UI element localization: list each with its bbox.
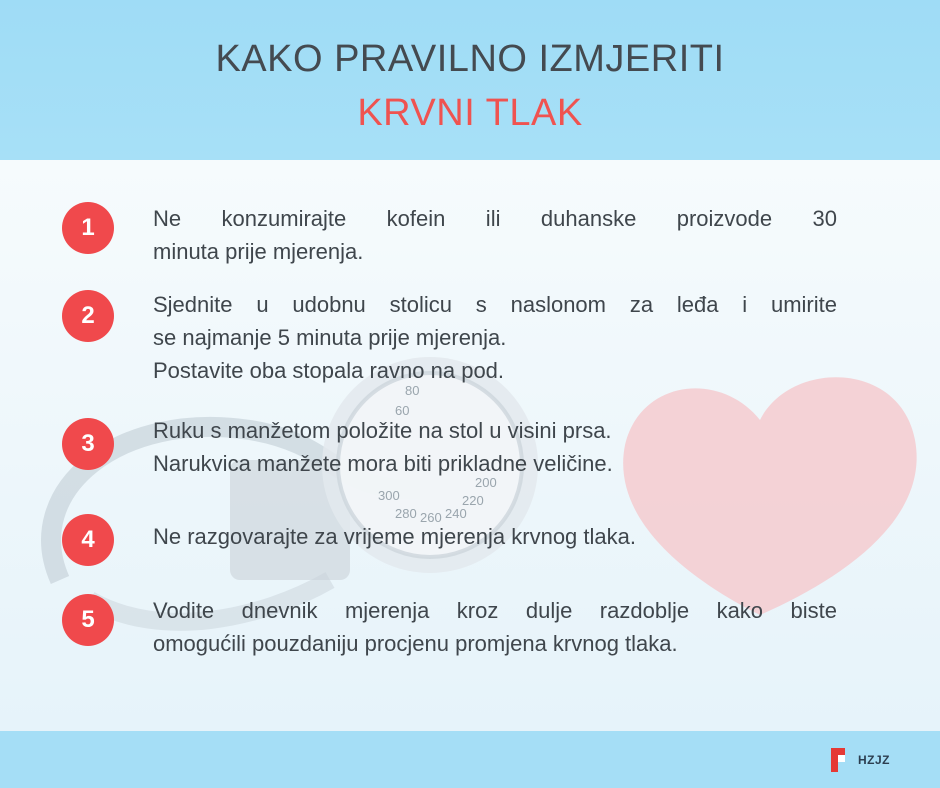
- step-number-badge: 2: [62, 290, 114, 342]
- step-text: [153, 594, 837, 660]
- content-area: [0, 160, 940, 731]
- step-text-line: minuta prije mjerenja.: [153, 239, 364, 264]
- step-text: [153, 202, 837, 268]
- step-text-line: Ne konzumirajte kofein ili duhanske proizvode 30: [153, 206, 837, 231]
- footer-band: [0, 731, 940, 788]
- step-text-line: Sjednite u udobnu stolicu s naslonom za leđa i umirite: [153, 292, 837, 317]
- gauge-label: 220: [462, 493, 484, 508]
- step-number-badge: 4: [62, 514, 114, 566]
- step-text-line: Ne razgovarajte za vrijeme mjerenja krvnog tlaka.: [153, 524, 636, 549]
- step-text-line: Postavite oba stopala ravno na pod.: [153, 358, 505, 383]
- step-text-line: se najmanje 5 minuta prije mjerenja.: [153, 325, 507, 350]
- step-3: [62, 416, 842, 486]
- step-number-badge: 1: [62, 202, 114, 254]
- gauge-label: 300: [378, 488, 400, 503]
- gauge-label: 240: [445, 506, 467, 521]
- hzjz-logo-icon: [831, 748, 853, 772]
- step-number-badge: 5: [62, 594, 114, 646]
- gauge-label: 60: [395, 403, 410, 418]
- step-number-badge: 3: [62, 418, 114, 470]
- step-text-line: Vodite dnevnik mjerenja kroz dulje razdoblje kako biste: [153, 598, 837, 623]
- step-1: [62, 200, 842, 270]
- logo-text: HZJZ: [858, 753, 890, 767]
- gauge-label: 80: [405, 383, 420, 398]
- step-text: [153, 414, 837, 480]
- step-5: [62, 592, 842, 662]
- step-text-line: Narukvica manžete mora biti prikladne veličine.: [153, 451, 613, 476]
- header-band: [0, 0, 940, 160]
- step-4: [62, 512, 842, 568]
- step-2: [62, 288, 842, 388]
- step-text: [153, 520, 837, 553]
- gauge-label: 280: [395, 506, 417, 521]
- gauge-label: 200: [475, 475, 497, 490]
- gauge-label: 260: [420, 510, 442, 525]
- page-title: KAKO PRAVILNO IZMJERITI: [215, 38, 725, 80]
- step-text-line: Ruku s manžetom položite na stol u visini prsa.: [153, 418, 612, 443]
- step-text: [153, 288, 837, 387]
- page-subtitle: KRVNI TLAK: [357, 92, 583, 134]
- hzjz-logo: [831, 748, 890, 772]
- step-text-line: omogućili pouzdaniju procjenu promjena krvnog tlaka.: [153, 631, 678, 656]
